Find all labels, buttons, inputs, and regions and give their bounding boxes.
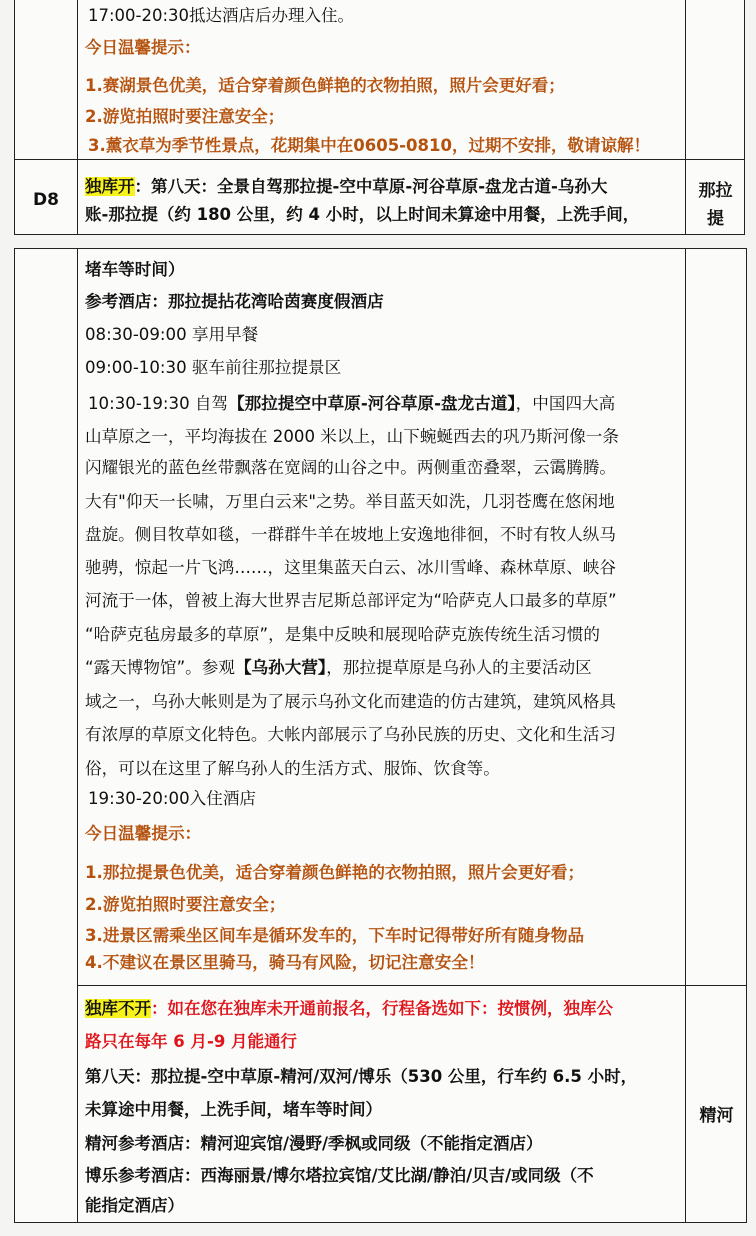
description-text: “露天博物馆”。参观 bbox=[85, 658, 235, 677]
schedule-hotel: 19:30-20:00入住酒店 bbox=[88, 789, 257, 808]
bole-hotel: 博乐参考酒店：西海丽景/博尔塔拉宾馆/艾比湖/静泊/贝吉/或同级（不 bbox=[85, 1166, 594, 1185]
day8-detail-cell bbox=[85, 249, 685, 985]
attraction-name: 【那拉提空中草原-河谷草原-盘龙古道】 bbox=[228, 394, 516, 413]
description-line: 俗，可以在这里了解乌孙人的生活方式、服饰、饮食等。 bbox=[85, 759, 500, 778]
day-label: D8 bbox=[33, 190, 59, 210]
route-open-badge: 独库开 bbox=[85, 177, 135, 196]
tips-title: 今日温馨提示： bbox=[85, 38, 201, 57]
description-line: 驰骋，惊起一片飞鸿……，这里集蓝天白云、冰川雪峰、森林草原、峡谷 bbox=[85, 558, 616, 577]
attraction-name: 【乌孙大营】 bbox=[234, 658, 327, 677]
tip-item: 4.不建议在景区里骑马，骑马有风险，切记注意安全！ bbox=[85, 953, 485, 972]
overnight-line: 那拉 bbox=[698, 181, 733, 201]
schedule-time: 10:30-19:30 自驾 bbox=[88, 394, 229, 413]
description-line: 大有"仰天一长啸，万里白云来"之势。举目蓝天如洗，几羽苍鹰在悠闲地 bbox=[85, 492, 615, 511]
description-line: 域之一，乌孙大帐则是为了展示乌孙文化而建造的仿古建筑，建筑风格具 bbox=[85, 692, 616, 711]
day8-header-cell bbox=[85, 159, 683, 236]
continued-line: 堵车等时间） bbox=[85, 260, 185, 279]
description-line: 河流于一体，曾被上海大世界吉尼斯总部评定为“哈萨克人口最多的草原” bbox=[85, 591, 617, 610]
jinghe-hotel: 精河参考酒店：精河迎宾馆/漫野/季枫或同级（不能指定酒店） bbox=[85, 1134, 543, 1153]
tip-item: 1.赛湖景色优美，适合穿着颜色鲜艳的衣物拍照，照片会更好看； bbox=[85, 76, 565, 95]
day8-title-cont: 账-那拉提（约 180 公里，约 4 小时，以上时间未算途中用餐，上洗手间， bbox=[85, 205, 640, 224]
description-line: 闪耀银光的蓝色丝带飘落在宽阔的山谷之中。两侧重峦叠翠，云霭腾腾。 bbox=[85, 458, 616, 477]
tip-item: 3.薰衣草为季节性景点，花期集中在0605-0810，过期不安排，敬请谅解！ bbox=[88, 136, 650, 155]
day8-title: ：第八天：全景自驾那拉提-空中草原-河谷草原-盘龙古道-乌孙大 bbox=[134, 177, 608, 196]
tip-item: 1.那拉提景色优美，适合穿着颜色鲜艳的衣物拍照，照片会更好看； bbox=[85, 863, 585, 882]
schedule-breakfast: 08:30-09:00 享用早餐 bbox=[85, 325, 259, 344]
itinerary-table-top bbox=[14, 0, 745, 235]
route-closed-badge: 独库不开 bbox=[85, 999, 151, 1018]
alt-day-title-cont: 未算途中用餐，上洗手间，堵车等时间） bbox=[85, 1100, 382, 1119]
tip-item: 3.进景区需乘坐区间车是循环发车的，下车时记得带好所有随身物品 bbox=[85, 926, 585, 945]
hotel-reference: 参考酒店：那拉提拈花湾哈茵赛度假酒店 bbox=[85, 292, 384, 311]
itinerary-table-continued bbox=[14, 248, 747, 1223]
description-line: “哈萨克毡房最多的草原”，是集中反映和展现哈萨克族传统生活习惯的 bbox=[85, 625, 601, 644]
day7-detail-cell bbox=[85, 0, 683, 159]
checkin-text: 17:00-20:30抵达酒店后办理入住。 bbox=[88, 6, 355, 25]
overnight-line: 提 bbox=[707, 209, 724, 229]
bole-hotel-cont: 能指定酒店） bbox=[85, 1196, 184, 1215]
schedule-drive: 09:00-10:30 驱车前往那拉提景区 bbox=[85, 358, 342, 377]
description-line: 盘旋。侧目牧草如毯，一群群牛羊在坡地上安逸地徘徊，不时有牧人纵马 bbox=[85, 525, 616, 544]
description-line: 山草原之一，平均海拔在 2000 米以上，山下蜿蜒西去的巩乃斯河像一条 bbox=[85, 427, 619, 446]
description-text: ，中国四大高 bbox=[515, 394, 616, 413]
tip-item: 2.游览拍照时要注意安全； bbox=[85, 107, 285, 126]
overnight-cell bbox=[685, 177, 746, 233]
tip-item: 2.游览拍照时要注意安全； bbox=[85, 895, 286, 914]
route-closed-cell bbox=[85, 985, 685, 1224]
overnight-cell: 精河 bbox=[699, 1106, 734, 1126]
closed-notice-cont: 路只在每年 6 月-9 月能通行 bbox=[85, 1032, 298, 1051]
description-text: ，那拉提草原是乌孙人的主要活动区 bbox=[326, 658, 592, 677]
tips-title: 今日温馨提示： bbox=[85, 824, 202, 843]
description-line: 有浓厚的草原文化特色。大帐内部展示了乌孙民族的历史、文化和生活习 bbox=[85, 725, 616, 744]
alt-day-title: 第八天：那拉提-空中草原-精河/双河/博乐（530 公里，行车约 6.5 小时， bbox=[85, 1067, 638, 1086]
closed-notice: ：如在您在独库未开通前报名，行程备选如下：按惯例，独库公 bbox=[151, 999, 613, 1018]
